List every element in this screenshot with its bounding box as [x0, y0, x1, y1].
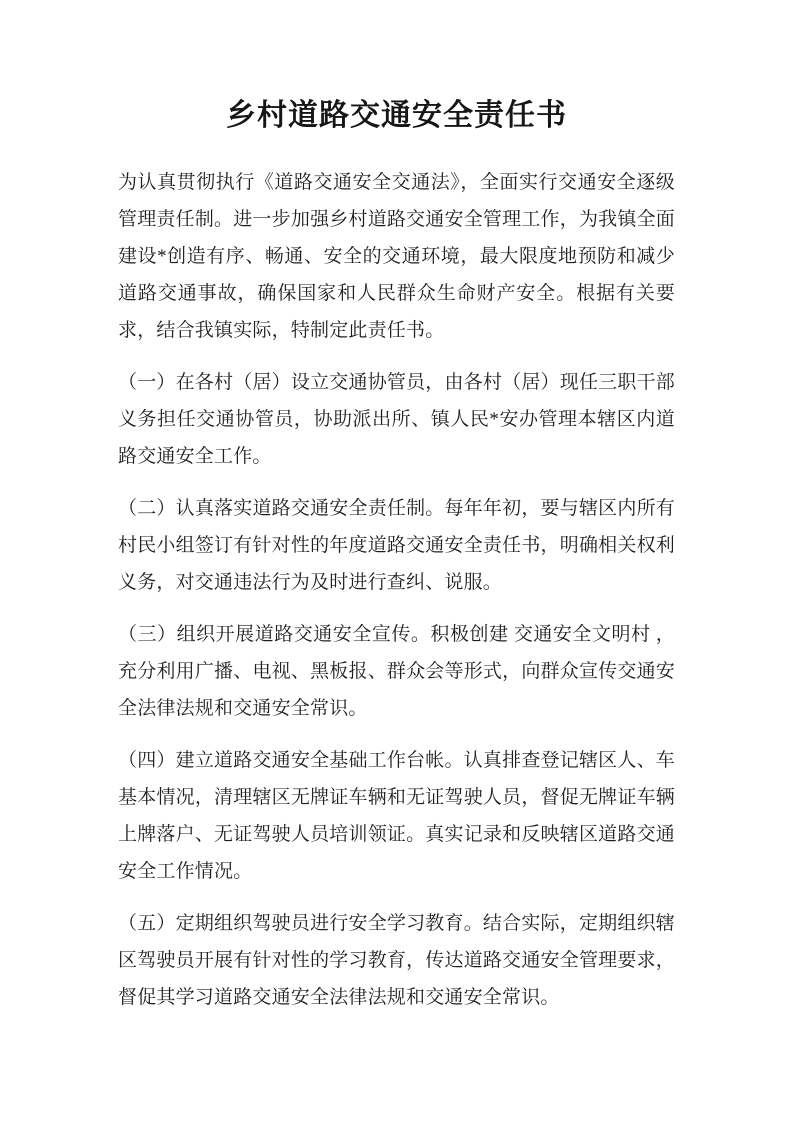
document-title: 乡村道路交通安全责任书 — [226, 99, 567, 132]
paragraph-section-2: （二）认真落实道路交通安全责任制。每年年初，要与辖区内所有村民小组签订有针对性的年度道路交通安全责任书，明确相关权利义务，对交通违法行为及时进行查纠、说服。 — [118, 498, 675, 593]
paragraph-section-1: （一）在各村（居）设立交通协管员，由各村（居）现任三职干部义务担任交通协管员，协助派出所、镇人民*安办管理本辖区内道路交通安全工作。 — [118, 372, 675, 467]
paragraph-section-5: （五）定期组织驾驶员进行安全学习教育。结合实际，定期组织辖区驾驶员开展有针对性的学习教育，传达道路交通安全管理要求，督促其学习道路交通安全法律法规和交通安全常识。 — [118, 913, 675, 1008]
paragraph-section-3: （三）组织开展道路交通安全宣传。积极创建 交通安全文明村 ，充分利用广播、电视、黑板报、群众会等形式，向群众宣传交通安全法律法规和交通安全常识。 — [118, 624, 675, 719]
paragraph-section-4: （四）建立道路交通安全基础工作台帐。认真排查登记辖区人、车基本情况，清理辖区无牌证车辆和无证驾驶人员，督促无牌证车辆上牌落户、无证驾驶人员培训领证。真实记录和反映辖区道路交通安全工作情况。 — [118, 750, 675, 882]
paragraph-intro: 为认真贯彻执行《道路交通安全交通法》，全面实行交通安全逐级管理责任制。进一步加强乡村道路交通安全管理工作，为我镇全面建设*创造有序、畅通、安全的交通环境，最大限度地预防和减少道路交通事故，确保国家和人民群众生命财产安全。根据有关要求，结合我镇实际，特制定此责任书。 — [118, 172, 675, 341]
